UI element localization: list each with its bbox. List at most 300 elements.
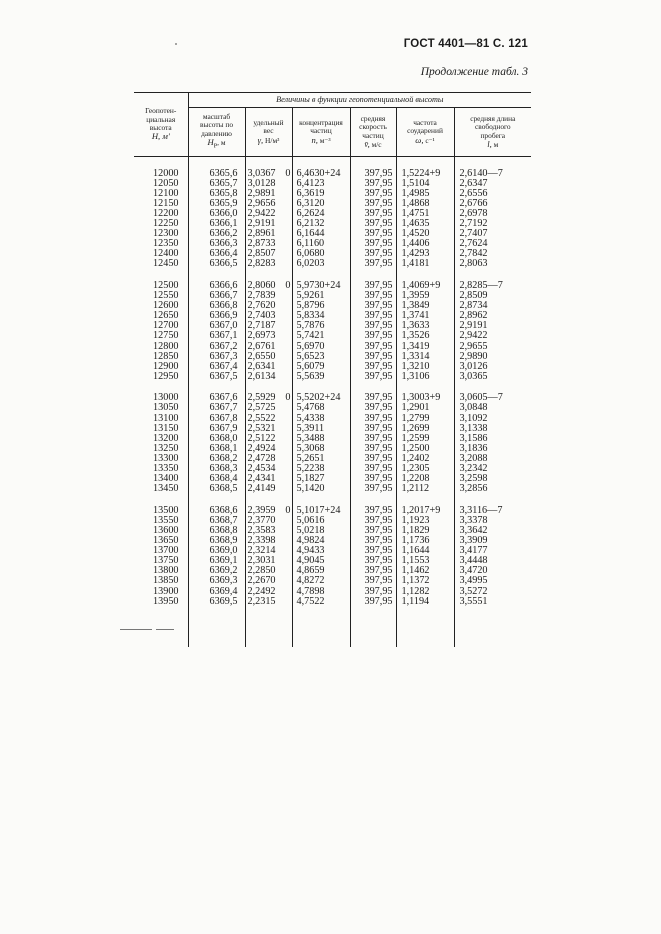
cell-l — [454, 516, 531, 526]
cell-hp — [188, 352, 245, 362]
cell-value: 2,8285—7 — [459, 280, 503, 291]
cell-value: 397,95 — [364, 218, 393, 229]
cell-v — [350, 219, 396, 229]
cell-l — [454, 321, 531, 331]
cell-n — [292, 321, 350, 331]
cell-value: 12300 — [153, 229, 179, 240]
cell-value: 13050 — [153, 403, 179, 414]
cell-value: 2,6766 — [459, 198, 488, 209]
cell-g — [245, 434, 292, 444]
cell-value: 2,6134 — [247, 371, 276, 382]
cell-value: 2,8060 — [247, 280, 276, 291]
cell-value: 13300 — [153, 453, 179, 464]
cell-value: 6,2132 — [296, 218, 325, 229]
cell-w — [396, 474, 454, 484]
cell-value: 397,95 — [364, 505, 393, 516]
cell-n — [292, 506, 350, 516]
cell-value: 3,2342 — [459, 464, 488, 475]
cell-n — [292, 464, 350, 474]
cell-value: 13850 — [153, 576, 179, 587]
cell-value: 5,5202+24 — [296, 393, 341, 404]
cell-g — [245, 362, 292, 372]
cell-w — [396, 506, 454, 516]
table-spacer-row — [134, 494, 531, 506]
cell-value: 1,2208 — [401, 474, 430, 485]
cell-value: 1,4868 — [401, 198, 430, 209]
table-body — [134, 157, 531, 647]
cell-value: 397,95 — [364, 178, 393, 189]
cell-value: 13500 — [153, 505, 179, 516]
cell-value: 12900 — [153, 361, 179, 372]
cell-value: 13600 — [153, 526, 179, 536]
cell-w — [396, 516, 454, 526]
cell-value: 397,95 — [364, 596, 393, 607]
cell-value: 3,1836 — [459, 443, 488, 454]
cell-n — [292, 219, 350, 229]
cell-value: 1,2799 — [401, 413, 430, 424]
cell-value: 1,1644 — [401, 546, 430, 557]
cell-value: 397,95 — [364, 566, 393, 577]
cell-h — [134, 239, 188, 249]
spacer-cell — [188, 157, 245, 169]
cell-value: 1,2305 — [401, 464, 430, 475]
cell-h — [134, 342, 188, 352]
cell-value: 6366,0 — [209, 208, 238, 219]
cell-h — [134, 169, 188, 179]
cell-l — [454, 331, 531, 341]
cell-value: 1,2112 — [401, 484, 430, 495]
cell-value: 13350 — [153, 464, 179, 475]
cell-n — [292, 587, 350, 597]
spacer-cell — [188, 494, 245, 506]
cell-n — [292, 291, 350, 301]
cell-v — [350, 229, 396, 239]
cell-value: 5,4768 — [296, 403, 325, 414]
cell-value: 1,1829 — [401, 526, 430, 536]
cell-value: 397,95 — [364, 464, 393, 475]
cell-value: 12100 — [153, 188, 179, 199]
cell-h — [134, 301, 188, 311]
cell-v — [350, 179, 396, 189]
cell-g — [245, 342, 292, 352]
cell-value: 397,95 — [364, 413, 393, 424]
cell-hp — [188, 301, 245, 311]
cell-value: 1,3633 — [401, 321, 430, 332]
cell-h — [134, 516, 188, 526]
cell-value: 3,2856 — [459, 484, 488, 495]
spacer-cell — [245, 494, 292, 506]
table-row — [134, 464, 531, 474]
cell-hp — [188, 209, 245, 219]
header-geopotential-height: Геопотен- циальная высота H, м' — [134, 93, 188, 157]
cell-g — [245, 179, 292, 189]
cell-hp — [188, 362, 245, 372]
cell-hp — [188, 239, 245, 249]
cell-hp — [188, 189, 245, 199]
cell-value: 6366,8 — [209, 301, 238, 312]
cell-value: 2,7624 — [459, 239, 488, 250]
cell-value: 397,95 — [364, 576, 393, 587]
table-row — [134, 484, 531, 494]
cell-w — [396, 424, 454, 434]
table-row — [134, 331, 531, 341]
cell-value: 2,9422 — [459, 331, 488, 342]
cell-w — [396, 352, 454, 362]
cell-value: 397,95 — [364, 168, 393, 179]
cell-value: 4,7522 — [296, 596, 325, 607]
cell-w — [396, 393, 454, 403]
cell-value: 3,0126 — [459, 361, 488, 372]
cell-v — [350, 597, 396, 607]
cell-value: 397,95 — [364, 198, 393, 209]
table-spacer-row — [134, 382, 531, 394]
cell-l — [454, 546, 531, 556]
spacer-cell — [292, 607, 350, 647]
cell-value: 6368,2 — [209, 453, 238, 464]
cell-l — [454, 474, 531, 484]
cell-value: 6,1160 — [296, 239, 325, 250]
cell-l — [454, 219, 531, 229]
cell-w — [396, 526, 454, 536]
spacer-cell — [396, 157, 454, 169]
cell-hp — [188, 516, 245, 526]
cell-value: 5,6970 — [296, 341, 325, 352]
cell-value: 12600 — [153, 301, 179, 312]
cell-l — [454, 209, 531, 219]
table-row — [134, 434, 531, 444]
cell-value: 1,3106 — [401, 371, 430, 382]
cell-value: 2,4149 — [247, 484, 276, 495]
cell-value: 5,3488 — [296, 433, 325, 444]
scan-speck — [175, 43, 177, 45]
cell-l — [454, 229, 531, 239]
cell-value: 1,2599 — [401, 433, 430, 444]
cell-value: 2,8507 — [247, 249, 276, 260]
cell-value: 3,2598 — [459, 474, 488, 485]
cell-value: 12700 — [153, 321, 179, 332]
cell-value: 13700 — [153, 546, 179, 557]
cell-value: 6368,1 — [209, 443, 238, 454]
cell-hp — [188, 219, 245, 229]
cell-v — [350, 249, 396, 259]
cell-g — [245, 259, 292, 269]
cell-value: 6365,7 — [209, 178, 238, 189]
table-row — [134, 239, 531, 249]
cell-value: 6365,9 — [209, 198, 238, 209]
spacer-cell — [188, 269, 245, 281]
cell-value: 5,6523 — [296, 351, 325, 362]
cell-v — [350, 311, 396, 321]
cell-v — [350, 587, 396, 597]
cell-value: 5,9730+24 — [296, 280, 341, 291]
cell-l — [454, 576, 531, 586]
cell-value: 12350 — [153, 239, 179, 250]
cell-value: 397,95 — [364, 259, 393, 270]
cell-value: 2,5522 — [247, 413, 276, 424]
cell-v — [350, 209, 396, 219]
spacer-cell — [292, 157, 350, 169]
cell-g — [245, 414, 292, 424]
spacer-cell — [396, 494, 454, 506]
cell-g — [245, 331, 292, 341]
cell-w — [396, 444, 454, 454]
cell-value: 2,3398 — [247, 536, 276, 547]
cell-n — [292, 311, 350, 321]
cell-value: 2,7620 — [247, 301, 276, 312]
spacer-cell — [454, 607, 531, 647]
cell-v — [350, 403, 396, 413]
cell-v — [350, 321, 396, 331]
cell-value: 12250 — [153, 218, 179, 229]
cell-value: 6366,7 — [209, 291, 238, 302]
cell-value: 1,2017+9 — [401, 505, 441, 516]
cell-value: 6368,7 — [209, 515, 238, 526]
cell-n — [292, 209, 350, 219]
table-row — [134, 291, 531, 301]
cell-v — [350, 259, 396, 269]
cell-hp — [188, 331, 245, 341]
cell-value: 3,4720 — [459, 566, 488, 577]
cell-v — [350, 301, 396, 311]
cell-g — [245, 219, 292, 229]
cell-value: 12650 — [153, 311, 179, 322]
table-row — [134, 169, 531, 179]
cell-value: 2,7187 — [247, 321, 276, 332]
cell-value: 2,3583 — [247, 526, 276, 536]
cell-w — [396, 546, 454, 556]
cell-value: 397,95 — [364, 371, 393, 382]
table-continuation-caption: Продолжение табл. 3 — [420, 66, 528, 78]
cell-value: 2,8733 — [247, 239, 276, 250]
cell-value: 12450 — [153, 259, 179, 270]
cell-value: 2,5321 — [247, 423, 276, 434]
cell-h — [134, 434, 188, 444]
cell-l — [454, 566, 531, 576]
spacer-cell — [292, 494, 350, 506]
cell-value: 6367,6 — [209, 393, 238, 404]
cell-w — [396, 321, 454, 331]
cell-value: 2,5929 — [247, 393, 276, 404]
cell-n — [292, 169, 350, 179]
cell-w — [396, 536, 454, 546]
cell-value: 2,3959 — [247, 505, 276, 516]
cell-value: 397,95 — [364, 403, 393, 414]
cell-g — [245, 209, 292, 219]
cell-value: 5,2238 — [296, 464, 325, 475]
cell-value: 4,8659 — [296, 566, 325, 577]
cell-value: 13550 — [153, 515, 179, 526]
cell-v — [350, 352, 396, 362]
cell-w — [396, 556, 454, 566]
cell-g — [245, 249, 292, 259]
spacer-cell — [454, 382, 531, 394]
cell-v — [350, 536, 396, 546]
table-row — [134, 249, 531, 259]
cell-value: 13400 — [153, 474, 179, 485]
cell-hp — [188, 403, 245, 413]
spacer-cell — [245, 269, 292, 281]
cell-h — [134, 311, 188, 321]
cell-value: 3,2088 — [459, 453, 488, 464]
cell-value: 6,3120 — [296, 198, 325, 209]
cell-value: 3,0128 — [247, 178, 276, 189]
cell-value: 2,6761 — [247, 341, 276, 352]
cell-value: 5,7421 — [296, 331, 325, 342]
cell-value: 5,2651 — [296, 453, 325, 464]
cell-hp — [188, 474, 245, 484]
cell-value: 1,3003+9 — [401, 393, 441, 404]
cell-hp — [188, 249, 245, 259]
cell-l — [454, 464, 531, 474]
cell-l — [454, 249, 531, 259]
cell-value: 12750 — [153, 331, 179, 342]
cell-value: 3,3642 — [459, 526, 488, 536]
cell-l — [454, 169, 531, 179]
cell-value: 397,95 — [364, 311, 393, 322]
spacer-cell — [292, 269, 350, 281]
cell-l — [454, 372, 531, 382]
spacer-cell — [350, 382, 396, 394]
cell-value: 6367,3 — [209, 351, 238, 362]
cell-hp — [188, 526, 245, 536]
cell-g — [245, 464, 292, 474]
cell-value: 6367,4 — [209, 361, 238, 372]
cell-value: 3,0848 — [459, 403, 488, 414]
cell-value: 6368,0 — [209, 433, 238, 444]
cell-value: 5,7876 — [296, 321, 325, 332]
atmosphere-table — [134, 92, 531, 647]
cell-value: 2,7839 — [247, 291, 276, 302]
cell-value: 397,95 — [364, 443, 393, 454]
cell-h — [134, 352, 188, 362]
cell-w — [396, 189, 454, 199]
cell-v — [350, 566, 396, 576]
spacer-cell — [396, 382, 454, 394]
cell-l — [454, 281, 531, 291]
table-row — [134, 209, 531, 219]
cell-value: 2,4924 — [247, 443, 276, 454]
cell-v — [350, 444, 396, 454]
cell-value: 1,2402 — [401, 453, 430, 464]
cell-value: 12800 — [153, 341, 179, 352]
cell-value: 6368,9 — [209, 536, 238, 547]
cell-w — [396, 597, 454, 607]
cell-value: 1,2500 — [401, 443, 430, 454]
cell-h — [134, 474, 188, 484]
cell-value: 397,95 — [364, 526, 393, 536]
cell-value: 3,5551 — [459, 596, 488, 607]
cell-value: 2,4534 — [247, 464, 276, 475]
cell-value: 2,9191 — [459, 321, 488, 332]
cell-g — [245, 239, 292, 249]
cell-g — [245, 576, 292, 586]
spacer-cell — [134, 494, 188, 506]
spacer-cell — [350, 269, 396, 281]
cell-v — [350, 331, 396, 341]
cell-g — [245, 526, 292, 536]
cell-value: 2,2492 — [247, 586, 276, 597]
cell-value: 397,95 — [364, 474, 393, 485]
table-row — [134, 556, 531, 566]
exponent-marker: 0 — [285, 393, 291, 404]
table-row — [134, 607, 531, 647]
cell-value: 1,4635 — [401, 218, 430, 229]
cell-value: 1,4069+9 — [401, 280, 441, 291]
cell-value: 6367,2 — [209, 341, 238, 352]
cell-w — [396, 484, 454, 494]
cell-value: 6366,9 — [209, 311, 238, 322]
cell-g — [245, 281, 292, 291]
cell-w — [396, 199, 454, 209]
cell-h — [134, 454, 188, 464]
cell-value: 2,9890 — [459, 351, 488, 362]
cell-g — [245, 516, 292, 526]
cell-l — [454, 536, 531, 546]
table-row — [134, 474, 531, 484]
cell-n — [292, 454, 350, 464]
cell-hp — [188, 464, 245, 474]
cell-w — [396, 259, 454, 269]
cell-value: 6366,4 — [209, 249, 238, 260]
cell-hp — [188, 414, 245, 424]
cell-value: 5,1827 — [296, 474, 325, 485]
cell-h — [134, 393, 188, 403]
cell-value: 2,8961 — [247, 229, 276, 240]
cell-value: 1,3419 — [401, 341, 430, 352]
cell-g — [245, 536, 292, 546]
cell-value: 6367,7 — [209, 403, 238, 414]
table-row — [134, 424, 531, 434]
cell-h — [134, 506, 188, 516]
cell-value: 5,9261 — [296, 291, 325, 302]
cell-value: 1,3526 — [401, 331, 430, 342]
cell-hp — [188, 281, 245, 291]
cell-n — [292, 229, 350, 239]
cell-h — [134, 331, 188, 341]
cell-h — [134, 281, 188, 291]
cell-value: 6,3619 — [296, 188, 325, 199]
cell-h — [134, 546, 188, 556]
cell-value: 5,3911 — [296, 423, 325, 434]
cell-g — [245, 546, 292, 556]
cell-l — [454, 199, 531, 209]
cell-w — [396, 219, 454, 229]
cell-value: 2,7842 — [459, 249, 488, 260]
cell-value: 3,4995 — [459, 576, 488, 587]
cell-value: 2,8509 — [459, 291, 488, 302]
cell-v — [350, 506, 396, 516]
cell-l — [454, 259, 531, 269]
cell-hp — [188, 536, 245, 546]
cell-value: 2,8063 — [459, 259, 488, 270]
cell-value: 5,1420 — [296, 484, 325, 495]
cell-h — [134, 219, 188, 229]
cell-value: 6369,3 — [209, 576, 238, 587]
cell-value: 397,95 — [364, 586, 393, 597]
cell-value: 13800 — [153, 566, 179, 577]
cell-n — [292, 189, 350, 199]
cell-value: 6367,5 — [209, 371, 238, 382]
cell-v — [350, 484, 396, 494]
cell-value: 2,8962 — [459, 311, 488, 322]
cell-value: 2,2315 — [247, 596, 276, 607]
cell-value: 1,1462 — [401, 566, 430, 577]
cell-l — [454, 342, 531, 352]
cell-v — [350, 393, 396, 403]
cell-g — [245, 403, 292, 413]
cell-n — [292, 414, 350, 424]
spacer-cell — [188, 382, 245, 394]
